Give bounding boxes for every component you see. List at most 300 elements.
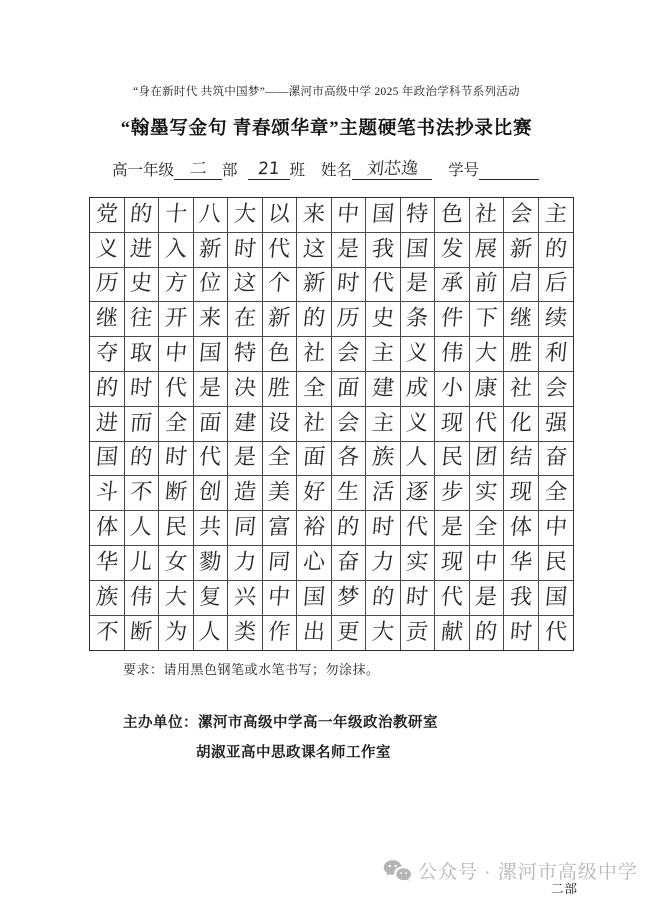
grid-cell <box>263 302 298 337</box>
handwritten-char: 献 <box>439 619 464 646</box>
handwritten-char: 全 <box>301 375 326 402</box>
handwritten-char: 族 <box>94 584 119 610</box>
handwritten-char: 主 <box>370 340 395 367</box>
handwritten-char: 社 <box>474 201 499 228</box>
grid-cell <box>401 616 436 651</box>
grid-cell <box>504 511 539 546</box>
grid-cell <box>90 372 125 407</box>
grid-cell <box>470 442 505 477</box>
grid-cell <box>470 302 505 337</box>
handwritten-char: 中 <box>543 514 568 541</box>
handwritten-char: 特 <box>405 201 430 228</box>
grid-cell <box>539 442 574 477</box>
handwritten-char: 是 <box>232 445 257 471</box>
handwritten-char: 面 <box>336 375 361 402</box>
grid-cell <box>297 546 332 581</box>
handwritten-char: 会 <box>336 340 361 367</box>
handwritten-char: 断 <box>163 480 188 506</box>
name-handwritten-value: 刘芯逸 <box>365 158 419 180</box>
grid-cell <box>194 442 229 477</box>
grid-cell <box>366 616 401 651</box>
grid-cell <box>228 616 263 651</box>
grid-cell <box>263 337 298 372</box>
wechat-watermark <box>383 857 638 884</box>
grid-cell <box>435 546 470 581</box>
grid-cell <box>332 337 367 372</box>
grid-cell <box>263 616 298 651</box>
handwritten-char: 大 <box>163 584 188 610</box>
handwritten-char: 国 <box>301 584 326 610</box>
handwritten-char: 来 <box>198 306 223 332</box>
department-unit-label: 部 <box>222 162 238 179</box>
grid-cell <box>90 581 125 616</box>
handwritten-char: 不 <box>129 480 154 506</box>
handwritten-char: 造 <box>232 480 257 506</box>
grid-cell <box>159 581 194 616</box>
grid-cell <box>125 476 160 511</box>
handwritten-char: 大 <box>232 201 257 228</box>
handwritten-char: 夺 <box>94 340 119 367</box>
handwritten-char: 历 <box>336 306 361 332</box>
grid-cell <box>228 268 263 303</box>
grid-cell <box>194 407 229 442</box>
handwritten-char: 时 <box>232 236 257 262</box>
handwritten-char: 结 <box>508 445 533 471</box>
handwritten-char: 面 <box>301 445 326 471</box>
handwritten-char: 实 <box>405 549 430 576</box>
handwritten-char: 代 <box>543 619 568 646</box>
grid-cell <box>297 616 332 651</box>
handwritten-char: 美 <box>267 480 292 506</box>
handwritten-char: 十 <box>163 201 188 228</box>
grid-cell <box>194 616 229 651</box>
handwritten-char: 进 <box>94 410 119 436</box>
grid-cell <box>332 372 367 407</box>
handwritten-char: 代 <box>267 236 292 262</box>
grid-cell <box>297 476 332 511</box>
handwritten-char: 国 <box>543 584 568 610</box>
grid-cell <box>125 407 160 442</box>
grid-cell <box>401 302 436 337</box>
handwritten-char: 各 <box>336 445 361 471</box>
grid-cell <box>332 511 367 546</box>
grid-cell <box>194 268 229 303</box>
grid-cell <box>435 442 470 477</box>
handwritten-char: 同 <box>267 549 292 576</box>
grid-cell <box>228 546 263 581</box>
grid-cell <box>332 268 367 303</box>
handwritten-char: 梦 <box>336 584 361 610</box>
grid-cell <box>435 337 470 372</box>
grid-cell <box>228 476 263 511</box>
handwritten-char: 伟 <box>129 584 154 610</box>
grid-cell <box>435 302 470 337</box>
grid-cell <box>194 233 229 268</box>
handwritten-char: 中 <box>336 201 361 228</box>
handwritten-char: 建 <box>232 410 257 436</box>
grid-cell <box>539 268 574 303</box>
grid-cell <box>435 407 470 442</box>
handwritten-char: 代 <box>439 584 464 610</box>
grid-cell <box>228 337 263 372</box>
grid-cell <box>401 337 436 372</box>
class-unit-label: 班 <box>289 162 306 179</box>
handwritten-char: 民 <box>163 514 188 541</box>
handwritten-char: 的 <box>336 514 361 541</box>
handwritten-char: 发 <box>439 236 464 262</box>
handwritten-char: 这 <box>232 271 257 297</box>
name-label: 姓名 <box>321 162 353 179</box>
handwritten-char: 断 <box>129 619 154 646</box>
grid-cell <box>159 268 194 303</box>
grid-cell <box>470 337 505 372</box>
handwritten-char: 前 <box>474 271 499 297</box>
grid-cell <box>125 233 160 268</box>
grid-cell <box>504 233 539 268</box>
grid-cell <box>539 407 574 442</box>
grid-cell <box>401 198 436 233</box>
handwritten-char: 党 <box>94 201 119 228</box>
handwritten-char: 族 <box>370 445 395 471</box>
grid-cell <box>159 616 194 651</box>
grid-cell <box>297 372 332 407</box>
grid-cell <box>90 407 125 442</box>
handwritten-char: 的 <box>94 375 119 402</box>
grid-cell <box>366 511 401 546</box>
grid-cell <box>332 581 367 616</box>
grid-cell <box>194 546 229 581</box>
grid-cell <box>401 372 436 407</box>
grid-cell <box>263 442 298 477</box>
handwritten-char: 这 <box>301 236 326 262</box>
handwritten-char: 的 <box>301 306 326 332</box>
grid-cell <box>228 302 263 337</box>
grid-cell <box>366 407 401 442</box>
handwritten-char: 社 <box>301 410 326 436</box>
handwritten-char: 新 <box>267 306 292 332</box>
grid-cell <box>297 407 332 442</box>
handwritten-char: 在 <box>232 306 257 332</box>
handwritten-char: 斗 <box>94 480 119 506</box>
grid-cell <box>435 372 470 407</box>
grid-cell <box>504 546 539 581</box>
grid-cell <box>504 476 539 511</box>
handwritten-char: 出 <box>301 619 326 646</box>
grid-cell <box>332 302 367 337</box>
handwritten-char: 为 <box>163 619 188 646</box>
department-field <box>174 158 222 180</box>
grid-cell <box>194 372 229 407</box>
grid-cell <box>228 407 263 442</box>
grid-cell <box>504 616 539 651</box>
handwritten-char: 中 <box>267 584 292 610</box>
handwritten-char: 裕 <box>301 514 326 541</box>
grid-cell <box>539 233 574 268</box>
handwritten-char: 后 <box>543 271 568 297</box>
grid-cell <box>539 476 574 511</box>
grid-cell <box>228 198 263 233</box>
handwritten-char: 代 <box>370 271 395 297</box>
grid-cell <box>332 546 367 581</box>
grid-cell <box>125 442 160 477</box>
handwritten-char: 而 <box>129 410 154 436</box>
handwritten-char: 的 <box>129 445 154 471</box>
grid-cell <box>539 302 574 337</box>
handwritten-char: 的 <box>370 584 395 610</box>
grid-cell <box>125 511 160 546</box>
handwritten-char: 色 <box>439 201 464 228</box>
grid-cell <box>435 268 470 303</box>
handwritten-char: 史 <box>370 306 395 332</box>
grid-cell <box>366 581 401 616</box>
handwritten-char: 时 <box>336 271 361 297</box>
writing-grid <box>89 197 574 651</box>
handwritten-char: 会 <box>508 201 533 228</box>
grid-cell <box>125 616 160 651</box>
grid-cell <box>366 372 401 407</box>
grid-cell <box>297 233 332 268</box>
handwritten-char: 是 <box>336 236 361 262</box>
handwritten-char: 胜 <box>508 340 533 367</box>
handwritten-char: 续 <box>543 306 568 332</box>
handwritten-char: 是 <box>405 271 430 297</box>
grid-cell <box>539 546 574 581</box>
grid-cell <box>366 546 401 581</box>
handwritten-char: 逐 <box>405 480 430 506</box>
grid-cell <box>504 302 539 337</box>
grid-cell <box>263 476 298 511</box>
grid-cell <box>435 476 470 511</box>
grid-cell <box>90 616 125 651</box>
grid-cell <box>366 302 401 337</box>
handwritten-char: 义 <box>405 340 430 367</box>
grid-cell <box>470 233 505 268</box>
handwritten-char: 全 <box>163 410 188 436</box>
handwritten-char: 取 <box>129 340 154 367</box>
grid-cell <box>366 268 401 303</box>
handwritten-char: 以 <box>267 201 292 228</box>
handwritten-char: 化 <box>508 410 533 436</box>
requirement-note: 要求：请用黑色钢笔或水笔书写；勿涂抹。 <box>123 662 380 677</box>
grid-cell <box>159 476 194 511</box>
grid-cell <box>539 581 574 616</box>
handwritten-char: 时 <box>508 619 533 646</box>
handwritten-char: 史 <box>129 271 154 297</box>
handwritten-char: 全 <box>543 480 568 506</box>
handwritten-char: 好 <box>301 480 326 506</box>
handwritten-char: 不 <box>94 619 119 646</box>
grid-cell <box>504 581 539 616</box>
handwritten-char: 是 <box>439 514 464 541</box>
grid-cell <box>435 616 470 651</box>
grid-cell <box>332 616 367 651</box>
grid-cell <box>228 442 263 477</box>
grid-cell <box>504 268 539 303</box>
handwritten-char: 时 <box>163 445 188 471</box>
student-id-field <box>479 158 539 180</box>
grid-cell <box>263 372 298 407</box>
handwritten-char: 决 <box>232 375 257 402</box>
grid-cell <box>366 337 401 372</box>
handwritten-char: 生 <box>336 480 361 506</box>
grid-cell <box>194 476 229 511</box>
handwritten-char: 全 <box>267 445 292 471</box>
wechat-icon <box>383 859 411 883</box>
handwritten-char: 中 <box>474 549 499 576</box>
grid-cell <box>332 233 367 268</box>
grid-cell <box>435 233 470 268</box>
handwritten-char: 现 <box>439 549 464 576</box>
grid-cell <box>90 476 125 511</box>
handwritten-char: 心 <box>301 549 326 576</box>
grid-cell <box>90 268 125 303</box>
grid-cell <box>263 511 298 546</box>
grid-cell <box>401 407 436 442</box>
grid-cell <box>366 198 401 233</box>
handwritten-char: 大 <box>370 619 395 646</box>
grid-cell <box>504 372 539 407</box>
grid-cell <box>125 302 160 337</box>
grid-cell <box>194 511 229 546</box>
grid-cell <box>401 268 436 303</box>
grid-cell <box>297 511 332 546</box>
grid-cell <box>125 372 160 407</box>
grid-cell <box>159 407 194 442</box>
grid-cell <box>263 546 298 581</box>
grid-cell <box>366 476 401 511</box>
handwritten-char: 利 <box>543 340 568 367</box>
activity-series-header: “身在新时代 共筑中国梦”——漯河市高级中学 2025 年政治学科节系列活动 <box>133 86 520 98</box>
class-field <box>248 158 290 180</box>
handwritten-char: 代 <box>474 410 499 436</box>
handwritten-char: 往 <box>129 306 154 332</box>
organizer-line-2: 胡淑亚高中思政课名师工作室 <box>196 745 391 761</box>
grid-cell <box>159 233 194 268</box>
handwritten-char: 民 <box>543 549 568 576</box>
grid-cell <box>90 337 125 372</box>
grid-cell <box>435 581 470 616</box>
grid-cell <box>159 337 194 372</box>
handwritten-char: 我 <box>370 236 395 262</box>
handwritten-char: 的 <box>129 201 154 228</box>
grid-cell <box>194 337 229 372</box>
handwritten-char: 伟 <box>439 340 464 367</box>
grid-cell <box>332 198 367 233</box>
handwritten-char: 启 <box>508 271 533 297</box>
grid-cell <box>90 546 125 581</box>
handwritten-char: 创 <box>198 480 223 506</box>
grid-cell <box>297 268 332 303</box>
handwritten-char: 现 <box>508 480 533 506</box>
grid-cell <box>159 372 194 407</box>
name-field <box>352 158 432 180</box>
grid-cell <box>470 476 505 511</box>
organizer-line-1: 主办单位：漯河市高级中学高一年级政治教研室 <box>123 715 438 731</box>
handwritten-char: 团 <box>474 445 499 471</box>
grid-cell <box>470 616 505 651</box>
grid-cell <box>470 198 505 233</box>
grid-cell <box>228 233 263 268</box>
handwritten-char: 建 <box>370 375 395 402</box>
grid-cell <box>125 337 160 372</box>
handwritten-char: 活 <box>370 480 395 506</box>
grid-cell <box>401 442 436 477</box>
grid-cell <box>539 337 574 372</box>
handwritten-char: 下 <box>474 306 499 332</box>
handwritten-char: 女 <box>163 549 188 576</box>
grid-cell <box>401 546 436 581</box>
handwritten-char: 社 <box>508 375 533 402</box>
handwritten-char: 时 <box>370 514 395 541</box>
handwritten-char: 康 <box>474 375 499 402</box>
grid-cell <box>125 581 160 616</box>
grid-cell <box>470 511 505 546</box>
grid-cell <box>159 442 194 477</box>
grid-cell <box>228 581 263 616</box>
handwritten-char: 国 <box>94 445 119 471</box>
handwritten-char: 兴 <box>232 584 257 610</box>
grid-cell <box>401 511 436 546</box>
handwritten-char: 的 <box>543 236 568 262</box>
grid-cell <box>125 546 160 581</box>
handwritten-char: 新 <box>508 236 533 262</box>
grid-cell <box>90 302 125 337</box>
handwritten-char: 奋 <box>336 549 361 576</box>
handwritten-char: 胜 <box>267 375 292 402</box>
handwritten-char: 实 <box>474 480 499 506</box>
grid-cell <box>263 233 298 268</box>
grid-cell <box>194 581 229 616</box>
handwritten-char: 我 <box>508 584 533 610</box>
grid-cell <box>401 476 436 511</box>
handwritten-char: 面 <box>198 410 223 436</box>
handwritten-char: 勠 <box>198 549 223 576</box>
grid-cell <box>435 198 470 233</box>
handwritten-char: 富 <box>267 514 292 541</box>
handwritten-char: 社 <box>301 340 326 367</box>
grid-cell <box>194 198 229 233</box>
grid-cell <box>539 372 574 407</box>
grid-cell <box>228 511 263 546</box>
handwritten-char: 承 <box>439 271 464 297</box>
handwritten-char: 民 <box>439 445 464 471</box>
grid-cell <box>159 511 194 546</box>
grid-cell <box>263 198 298 233</box>
handwritten-char: 个 <box>267 271 292 297</box>
grid-cell <box>263 268 298 303</box>
handwritten-char: 代 <box>405 514 430 541</box>
grid-cell <box>90 442 125 477</box>
grid-cell <box>332 442 367 477</box>
grid-cell <box>401 233 436 268</box>
handwritten-char: 主 <box>543 201 568 228</box>
handwritten-char: 义 <box>94 236 119 262</box>
handwritten-char: 国 <box>198 340 223 367</box>
handwritten-char: 主 <box>370 410 395 436</box>
handwritten-char: 成 <box>405 375 430 402</box>
handwritten-char: 华 <box>508 549 533 576</box>
handwritten-char: 华 <box>94 549 119 576</box>
handwritten-char: 代 <box>198 445 223 471</box>
grid-cell <box>504 337 539 372</box>
handwritten-char: 入 <box>163 236 188 262</box>
grid-cell <box>90 198 125 233</box>
handwritten-char: 体 <box>508 514 533 541</box>
handwritten-char: 来 <box>301 201 326 228</box>
handwritten-char: 强 <box>543 410 568 436</box>
grid-cell <box>504 407 539 442</box>
handwritten-char: 作 <box>267 619 292 646</box>
